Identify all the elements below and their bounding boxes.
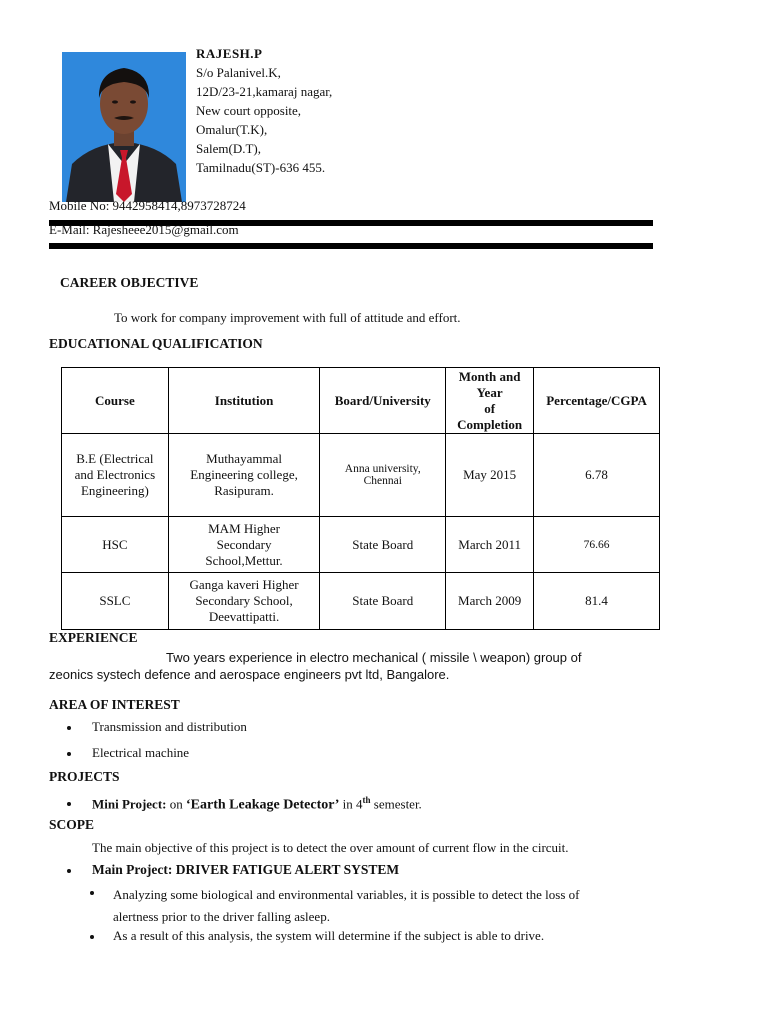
bullet-icon <box>90 891 94 895</box>
cell-line: Ganga kaveri Higher <box>189 577 299 592</box>
address-line: New court opposite, <box>196 103 302 118</box>
point-line: Analyzing some biological and environmental variables, it is possible to detect the loss of <box>113 887 580 902</box>
email-address: E-Mail: Rajesheee2015@gmail.com <box>49 222 239 237</box>
mini-project-on: on <box>166 796 186 812</box>
table-row <box>62 573 660 630</box>
column-header: Course <box>62 368 169 434</box>
scope-text: The main objective of this project is to detect the over amount of current flow in the circuit. <box>92 840 569 855</box>
course-cell: HSC <box>62 517 169 573</box>
score-cell: 81.4 <box>534 573 660 630</box>
score-cell: 76.66 <box>534 517 660 573</box>
mini-project-label: Mini Project: <box>92 796 167 812</box>
cell-line: School,Mettur. <box>205 552 283 568</box>
header-line: Year <box>476 384 503 400</box>
mini-project <box>92 795 422 813</box>
completion-cell: March 2009 <box>446 573 534 630</box>
point-line: alertness prior to the driver falling asleep. <box>113 909 330 924</box>
column-header: Percentage/CGPA <box>534 368 660 434</box>
interest-item: Transmission and distribution <box>92 719 247 734</box>
table-row <box>62 434 660 517</box>
bullet-icon <box>67 802 71 806</box>
main-project-point <box>113 884 579 928</box>
course-cell <box>62 434 169 517</box>
institution-cell <box>168 573 320 630</box>
column-header: Board/University <box>320 368 446 434</box>
career-objective-text: To work for company improvement with full of attitude and effort. <box>114 310 461 325</box>
institution-cell <box>168 517 320 573</box>
mini-project-sup: th <box>362 795 371 805</box>
interest-heading: AREA OF INTEREST <box>49 697 180 712</box>
cell-line: Rasipuram. <box>214 483 274 498</box>
cell-line: Engineering college, <box>190 467 298 482</box>
mini-project-in: in 4 <box>339 796 363 812</box>
interest-item: Electrical machine <box>92 745 190 760</box>
mini-project-end: semester. <box>370 796 422 812</box>
cell-line: Deevattipatti. <box>208 609 280 624</box>
institution-cell <box>168 434 320 517</box>
completion-cell: March 2011 <box>446 517 534 573</box>
bullet-icon <box>67 752 71 756</box>
header-line: Completion <box>457 416 523 432</box>
board-cell: State Board <box>320 517 446 573</box>
cell-line: and Electronics <box>74 467 156 482</box>
main-project-point: As a result of this analysis, the system will determine if the subject is able to drive. <box>113 928 545 943</box>
address-line: Salem(D.T), <box>196 141 261 156</box>
header-line: of <box>484 400 496 416</box>
completion-cell: May 2015 <box>446 434 534 517</box>
table-header-row <box>62 368 660 434</box>
header-line: Month and <box>458 368 521 384</box>
bullet-icon <box>90 935 94 939</box>
table-row <box>62 517 660 573</box>
mobile-number: Mobile No: 9442958414,8973728724 <box>49 198 246 213</box>
cell-line: Engineering) <box>80 483 149 498</box>
experience-heading: EXPERIENCE <box>49 630 138 645</box>
cell-line: MAM Higher <box>208 520 280 536</box>
address-line: S/o Palanivel.K, <box>196 65 281 80</box>
candidate-name: RAJESH.P <box>196 46 263 61</box>
main-project-label: Main Project: DRIVER FATIGUE ALERT SYSTEM <box>92 862 400 877</box>
divider <box>49 243 653 249</box>
address-line: Omalur(T.K), <box>196 122 268 137</box>
board-cell <box>320 434 446 517</box>
profile-photo <box>62 52 186 202</box>
address-block <box>196 44 332 177</box>
cell-line: Chennai <box>363 475 402 487</box>
experience-text-line: Two years experience in electro mechanical ( missile \ weapon) group of <box>166 650 582 665</box>
cell-line: Anna university, <box>344 463 421 475</box>
score-cell: 6.78 <box>534 434 660 517</box>
career-objective-heading: CAREER OBJECTIVE <box>60 275 199 290</box>
scope-heading: SCOPE <box>49 817 95 832</box>
projects-heading: PROJECTS <box>49 769 120 784</box>
education-heading: EDUCATIONAL QUALIFICATION <box>49 336 263 351</box>
column-header <box>446 368 534 434</box>
column-header: Institution <box>168 368 320 434</box>
bullet-icon <box>67 726 71 730</box>
address-line: 12D/23-21,kamaraj nagar, <box>196 84 333 99</box>
course-cell: SSLC <box>62 573 169 630</box>
cell-line: B.E (Electrical <box>76 451 154 466</box>
cell-line: Secondary School, <box>195 593 293 608</box>
mini-project-title: ‘Earth Leakage Detector’ <box>185 797 340 813</box>
cell-line: Secondary <box>216 536 272 552</box>
board-cell: State Board <box>320 573 446 630</box>
address-line: Tamilnadu(ST)-636 455. <box>196 160 326 175</box>
experience-text-line: zeonics systech defence and aerospace engineers pvt ltd, Bangalore. <box>49 667 450 682</box>
cell-line: Muthayammal <box>206 451 282 466</box>
education-table <box>61 367 660 630</box>
bullet-icon <box>67 869 71 873</box>
